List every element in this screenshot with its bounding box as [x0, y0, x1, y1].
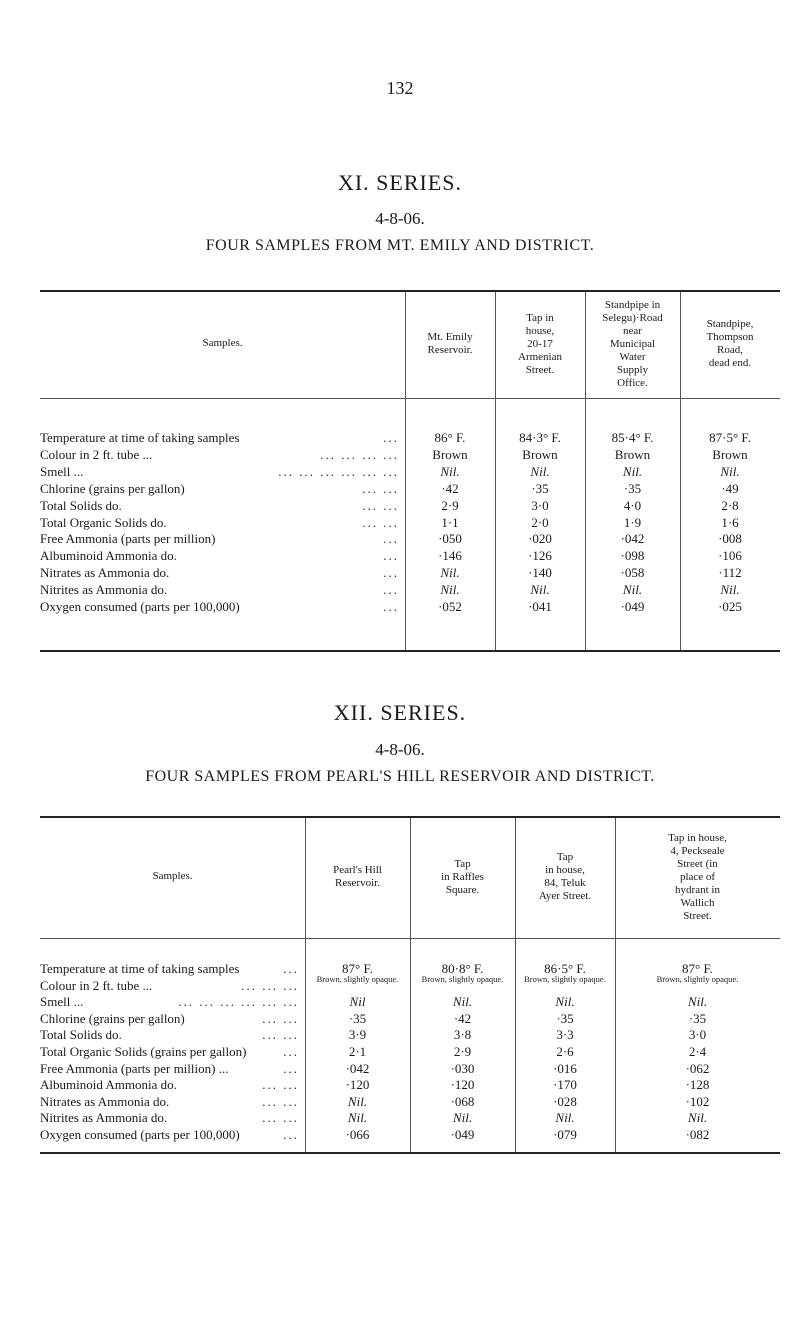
table-cell: ·049 [450, 1127, 475, 1142]
table-cell: 2·9 [441, 497, 459, 513]
table-row [40, 994, 780, 1009]
leader-dots: ... ... [362, 497, 399, 513]
table-cell: Brown [614, 446, 651, 462]
column-header-line: Office. [617, 376, 648, 389]
leader-dots: ... [283, 961, 299, 976]
section-title: XII. SERIES. [333, 700, 467, 725]
table-cell: Nil. [720, 463, 740, 479]
table-cell: ·042 [345, 1060, 370, 1076]
column-header-line: hydrant in [675, 883, 720, 896]
column-header-line: Selegu)·Road [602, 311, 663, 324]
table-cell: 3·9 [348, 1027, 367, 1043]
leader-dots: ... [383, 565, 399, 581]
leader-dots: ... [283, 1127, 299, 1142]
page-number: 132 [386, 78, 414, 98]
row-label: Total Solids do. [40, 1027, 122, 1043]
leader-dots: ... ... [262, 1093, 299, 1109]
table-cell: Nil. [452, 994, 473, 1010]
leader-dots: ... ... ... ... ... ... [278, 463, 399, 479]
row-label: Temperature at time of taking samples [40, 430, 240, 445]
table-cell: 1·9 [623, 514, 642, 530]
table-cell: Nil. [440, 565, 460, 581]
row-label: Oxygen consumed (parts per 100,000) [40, 1127, 240, 1142]
leader-dots: ... ... ... ... [320, 446, 399, 462]
table-cell: 2·8 [721, 497, 739, 513]
row-label: Nitrites as Ammonia do. [40, 1110, 168, 1126]
row-label: Nitrates as Ammonia do. [40, 1093, 170, 1109]
row-label: Nitrates as Ammonia do. [40, 565, 170, 581]
table-cell: Nil. [530, 582, 550, 598]
table-row [40, 515, 780, 530]
row-label: Albuminoid Ammonia do. [40, 548, 177, 564]
column-header-line: Tap in house, [668, 831, 727, 844]
table-row [40, 531, 780, 546]
column-header-line: Road, [717, 344, 743, 356]
leader-dots: ... [383, 430, 399, 445]
row-label: Chlorine (grains per gallon) [40, 480, 185, 496]
column-header-line: Pearl's Hill [333, 864, 382, 876]
column-header-line: Square. [445, 883, 480, 896]
table-cell: ·066 [345, 1127, 370, 1142]
leader-dots: ... ... [262, 1010, 299, 1026]
table-cell: Nil [349, 994, 366, 1010]
table-row [40, 430, 780, 445]
table-cell: Nil. [555, 994, 575, 1010]
table-cell: 1·1 [441, 514, 459, 530]
column-header-line: in Raffles [441, 870, 484, 883]
row-label: Oxygen consumed (parts per 100,000) [40, 599, 240, 614]
column-header [305, 864, 410, 890]
row-label: Smell ... [40, 994, 84, 1010]
column-header-line: 4, Peckseale [670, 844, 725, 857]
table-cell: Nil. [720, 582, 740, 598]
table-row [40, 599, 780, 614]
table-row [40, 565, 780, 580]
leader-dots: ... [383, 599, 399, 614]
table-cell: Brown, slightly opaque. [656, 973, 739, 984]
table-cell: ·058 [620, 565, 645, 581]
table-cell: ·049 [620, 599, 645, 614]
column-header-line: Street. [683, 909, 712, 922]
leader-dots: ... ... ... ... ... ... [178, 994, 299, 1010]
column-header-line: 84, Teluk [544, 877, 586, 889]
table-cell: ·102 [685, 1093, 710, 1109]
table-row [40, 973, 780, 993]
table-cell: Nil. [555, 1110, 575, 1126]
samples-header: Samples. [202, 337, 243, 349]
row-label: Free Ammonia (parts per million) ... [40, 1060, 229, 1076]
table-cell: ·170 [553, 1077, 577, 1093]
column-header-line: Tap [454, 857, 471, 870]
table-cell: 2·0 [531, 514, 549, 530]
table-cell: ·106 [718, 548, 742, 564]
column-header-line: 20-17 [527, 337, 553, 350]
column-header-line: place of [679, 870, 716, 883]
column-header-line: in house, [545, 864, 585, 876]
row-label: Total Organic Solids (grains per gallon) [40, 1044, 247, 1059]
column-header [680, 318, 780, 370]
table-cell: Nil. [347, 1093, 368, 1109]
column-header-line: Reservoir. [335, 877, 380, 889]
analysis-table [40, 816, 780, 1154]
table-cell: ·020 [528, 531, 552, 547]
table-cell: ·35 [348, 1010, 367, 1026]
table-cell: ·128 [685, 1077, 710, 1093]
table-cell: 2·4 [688, 1044, 707, 1059]
analysis-table [40, 290, 780, 652]
table-bottom-rule [40, 1152, 780, 1154]
table-cell: ·050 [438, 531, 462, 547]
table-cell: 1·6 [721, 514, 739, 530]
table-bottom-rule [40, 650, 780, 652]
table-cell: 87° F. [682, 961, 713, 976]
table-row [40, 1011, 780, 1026]
column-header-line: Thompson [706, 331, 754, 343]
table-row [40, 1027, 780, 1042]
table-cell: ·35 [556, 1010, 574, 1026]
table-cell: 2·6 [556, 1044, 574, 1059]
table-cell: ·49 [721, 480, 739, 496]
table-row [40, 1044, 780, 1059]
row-label: Nitrites as Ammonia do. [40, 582, 168, 598]
table-cell: ·025 [718, 599, 742, 614]
row-label: Temperature at time of taking samples [40, 961, 240, 976]
table-cell: 85·4° F. [611, 430, 654, 445]
section-subtitle: FOUR SAMPLES FROM MT. EMILY AND DISTRICT. [205, 237, 595, 254]
table-cell: ·028 [553, 1093, 577, 1109]
table-cell: 80·8° F. [441, 961, 484, 976]
table-cell: Nil. [452, 1110, 473, 1126]
table-cell: ·062 [685, 1060, 710, 1076]
column-header [615, 832, 780, 923]
table-cell: Brown, slightly opaque. [421, 973, 504, 984]
table-row [40, 1110, 780, 1125]
leader-dots: ... [383, 582, 399, 598]
column-header-line: Tap [556, 851, 574, 863]
section-date: 4-8-06. [375, 740, 425, 759]
column-header-line: Supply [616, 363, 649, 376]
table-cell: Brown, slightly opaque. [316, 973, 399, 984]
leader-dots: ... ... [262, 1110, 299, 1126]
leader-dots: ... ... [362, 480, 399, 496]
table-cell: Nil. [347, 1110, 368, 1126]
column-header-line: dead end. [708, 357, 752, 369]
table-cell: 3·0 [688, 1027, 707, 1043]
row-label: Chlorine (grains per gallon) [40, 1010, 185, 1026]
table-cell: ·042 [620, 531, 645, 547]
column-header-line: house, [525, 324, 555, 337]
table-cell: Nil. [440, 463, 460, 479]
column-header [585, 299, 680, 390]
section-date: 4-8-06. [375, 209, 425, 228]
table-cell: ·42 [441, 480, 459, 496]
column-header-line: Street (in [677, 857, 718, 870]
table-cell: 86° F. [434, 430, 466, 445]
leader-dots: ... [383, 548, 399, 564]
table-row [40, 481, 780, 496]
table-cell: 2·9 [453, 1044, 472, 1059]
table-cell: ·42 [453, 1010, 472, 1026]
row-label: Total Solids do. [40, 497, 122, 513]
table-cell: 3·8 [453, 1027, 472, 1043]
column-header [495, 312, 585, 377]
table-cell: Nil. [530, 463, 550, 479]
row-label: Colour in 2 ft. tube ... [40, 977, 153, 993]
column-header [410, 858, 515, 897]
table-top-rule [40, 290, 780, 292]
column-header-line: Street. [525, 363, 555, 376]
table-cell: ·35 [531, 480, 549, 496]
row-label: Albuminoid Ammonia do. [40, 1077, 177, 1093]
column-header [405, 331, 495, 357]
table-cell: Brown, slightly opaque. [524, 973, 606, 984]
table-row [40, 447, 780, 462]
table-cell: ·126 [528, 548, 552, 564]
table-cell: 2·1 [348, 1044, 367, 1059]
column-header-line: Municipal [609, 337, 656, 350]
table-cell: Brown [522, 446, 558, 462]
table-cell: Brown [712, 446, 748, 462]
table-row [40, 498, 780, 513]
row-label: Total Organic Solids do. [40, 514, 167, 530]
column-header-line: Wallich [680, 896, 715, 909]
header-rule [40, 398, 780, 399]
column-header-line: Ayer Street. [538, 890, 592, 902]
column-header-line: Reservoir. [427, 344, 473, 356]
row-label: Free Ammonia (parts per million) [40, 531, 216, 547]
column-header-line: Armenian [518, 350, 562, 363]
table-row [40, 1077, 780, 1092]
table-cell: Nil. [622, 463, 643, 479]
leader-dots: ... [283, 1044, 299, 1059]
table-cell: Brown [432, 446, 468, 462]
table-row [40, 1094, 780, 1109]
column-header-line: Standpipe in [604, 298, 661, 311]
table-cell: ·016 [553, 1060, 577, 1076]
table-cell: 84·3° F. [519, 430, 561, 445]
table-cell: Nil. [440, 582, 460, 598]
table-cell: ·146 [438, 548, 462, 564]
table-row [40, 1061, 780, 1076]
table-cell: ·030 [450, 1060, 475, 1076]
table-row [40, 548, 780, 563]
leader-dots: ... ... [362, 514, 399, 530]
table-cell: ·052 [438, 599, 462, 614]
table-cell: 86·5° F. [544, 961, 586, 976]
table-cell: 4·0 [623, 497, 642, 513]
table-cell: ·068 [450, 1093, 475, 1109]
samples-header: Samples. [152, 870, 193, 882]
table-cell: ·140 [528, 565, 552, 581]
table-cell: ·35 [623, 480, 642, 496]
column-header-line: Mt. Emily [427, 331, 473, 343]
table-cell: ·008 [718, 531, 742, 547]
table-cell: 3·0 [531, 497, 549, 513]
table-cell: ·041 [528, 599, 552, 614]
section-subtitle: FOUR SAMPLES FROM PEARL'S HILL RESERVOIR AND DISTRICT. [145, 768, 655, 785]
leader-dots: ... ... [262, 1077, 299, 1093]
table-cell: ·079 [553, 1127, 577, 1142]
column-header-line: Tap in [526, 311, 554, 324]
table-cell: Nil. [687, 1110, 708, 1126]
leader-dots: ... [283, 1060, 299, 1076]
table-row [40, 582, 780, 597]
leader-dots: ... ... ... [241, 977, 299, 993]
table-cell: 87° F. [342, 961, 373, 976]
section-title: XI. SERIES. [337, 170, 463, 195]
table-cell: ·082 [685, 1127, 710, 1142]
table-cell: Nil. [622, 582, 643, 598]
table-row [40, 1127, 780, 1142]
leader-dots: ... ... [262, 1027, 299, 1043]
table-cell: ·098 [620, 548, 645, 564]
column-header-line: Standpipe, [706, 318, 754, 330]
row-label: Smell ... [40, 463, 84, 479]
table-cell: ·112 [718, 565, 742, 581]
table-row [40, 464, 780, 479]
table-cell: 87·5° F. [709, 430, 751, 445]
column-header-line: Water [619, 350, 646, 363]
column-header [515, 851, 615, 903]
table-cell: Nil. [687, 994, 708, 1010]
table-cell: 3·3 [556, 1027, 574, 1043]
table-cell: ·120 [345, 1077, 370, 1093]
table-cell: ·35 [688, 1010, 707, 1026]
leader-dots: ... [383, 531, 399, 547]
column-header-line: near [623, 324, 642, 337]
table-cell: ·120 [450, 1077, 475, 1093]
row-label: Colour in 2 ft. tube ... [40, 446, 153, 462]
